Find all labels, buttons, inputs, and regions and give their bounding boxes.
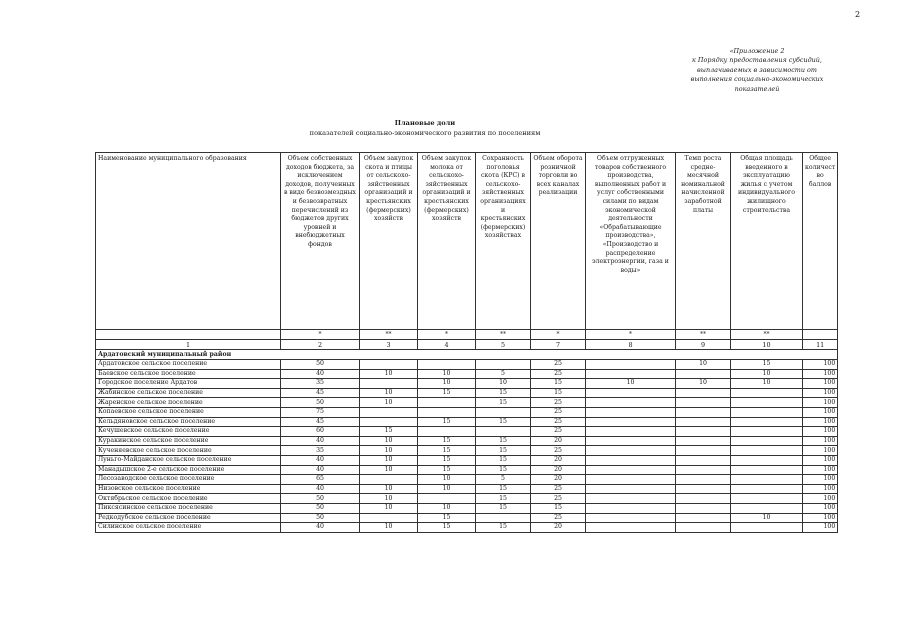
table-cell: 10 bbox=[731, 513, 803, 523]
table-cell: 10 bbox=[360, 455, 418, 465]
table-cell: 10 bbox=[476, 379, 531, 389]
mark-cell: * bbox=[281, 330, 360, 340]
table-cell bbox=[731, 455, 803, 465]
table-cell: 25 bbox=[531, 360, 586, 370]
table-cell: 60 bbox=[281, 427, 360, 437]
table-cell: 15 bbox=[360, 427, 418, 437]
table-cell: 100 bbox=[803, 360, 838, 370]
mark-cell: ** bbox=[360, 330, 418, 340]
table-cell: 100 bbox=[803, 436, 838, 446]
table-cell: 15 bbox=[418, 513, 476, 523]
header-cell: Сохранность поголовья скота (КРС) в сельскохо-зяйственных организациях и крестьянских (фермерских) хозяйствах bbox=[476, 153, 531, 330]
table-cell: 40 bbox=[281, 455, 360, 465]
table-cell bbox=[586, 436, 676, 446]
table-cell: 15 bbox=[418, 523, 476, 533]
table-cell bbox=[586, 369, 676, 379]
table-cell: 100 bbox=[803, 465, 838, 475]
table-cell bbox=[586, 427, 676, 437]
table-cell bbox=[676, 455, 731, 465]
header-cell: Объем отгруженных товаров собственного производства, выполненных работ и услуг собственными силами по видам экономической деятельности «Обрабатывающие производства», «Производство и распределение электроэнергии, газа и воды» bbox=[586, 153, 676, 330]
settlement-name: Жабинское сельское поселение bbox=[96, 388, 281, 398]
table-cell: 10 bbox=[731, 379, 803, 389]
table-cell: 15 bbox=[531, 503, 586, 513]
table-cell bbox=[360, 379, 418, 389]
column-number: 11 bbox=[803, 340, 838, 350]
table-cell: 10 bbox=[360, 494, 418, 504]
table-cell bbox=[676, 465, 731, 475]
table-cell: 15 bbox=[476, 455, 531, 465]
header-cell: Объем закупок скота и птицы от сельскохо-зяйственных организаций и крестьянских (фермерских) хозяйств bbox=[360, 153, 418, 330]
table-cell: 25 bbox=[531, 427, 586, 437]
table-row bbox=[96, 494, 838, 504]
table-row bbox=[96, 465, 838, 475]
table-cell: 15 bbox=[476, 503, 531, 513]
table-cell: 25 bbox=[531, 369, 586, 379]
table-cell: 100 bbox=[803, 427, 838, 437]
table-cell: 15 bbox=[418, 446, 476, 456]
table-cell bbox=[586, 494, 676, 504]
column-number: 5 bbox=[476, 340, 531, 350]
table-cell: 5 bbox=[476, 369, 531, 379]
table-cell: 50 bbox=[281, 494, 360, 504]
table-cell: 10 bbox=[586, 379, 676, 389]
table-cell bbox=[586, 417, 676, 427]
settlement-name: Ардатовское сельское поселение bbox=[96, 360, 281, 370]
table-cell bbox=[676, 369, 731, 379]
table-cell bbox=[418, 494, 476, 504]
table-row bbox=[96, 369, 838, 379]
table-cell bbox=[731, 523, 803, 533]
table-row bbox=[96, 427, 838, 437]
table-cell: 10 bbox=[418, 503, 476, 513]
table-cell bbox=[586, 513, 676, 523]
table-row bbox=[96, 388, 838, 398]
table-cell bbox=[676, 436, 731, 446]
table-cell: 100 bbox=[803, 417, 838, 427]
appendix-line: выплачиваемых в зависимости от bbox=[697, 65, 817, 74]
table-cell: 10 bbox=[360, 484, 418, 494]
settlement-name: Редкодубское сельское поселение bbox=[96, 513, 281, 523]
mark-cell bbox=[96, 330, 281, 340]
table-cell: 10 bbox=[418, 379, 476, 389]
settlement-name: Луньго-Майданское сельское поселение bbox=[96, 455, 281, 465]
column-number: 8 bbox=[586, 340, 676, 350]
table-cell bbox=[360, 513, 418, 523]
appendix-note bbox=[672, 47, 842, 94]
table-cell bbox=[731, 427, 803, 437]
table-cell: 20 bbox=[531, 523, 586, 533]
table-cell: 40 bbox=[281, 523, 360, 533]
table-cell: 25 bbox=[531, 446, 586, 456]
table-cell bbox=[476, 407, 531, 417]
table-cell bbox=[586, 484, 676, 494]
table-cell: 10 bbox=[360, 388, 418, 398]
header-cell: Общее количест во баллов bbox=[803, 153, 838, 330]
table-cell: 15 bbox=[531, 379, 586, 389]
page-number: 2 bbox=[855, 10, 861, 19]
table-cell bbox=[360, 475, 418, 485]
settlement-name: Силинское сельское поселение bbox=[96, 523, 281, 533]
table-cell bbox=[676, 484, 731, 494]
title-line-1: Плановые доли bbox=[394, 119, 456, 127]
appendix-line: к Порядку предоставления субсидий, bbox=[692, 56, 822, 65]
header-cell: Общая площадь введенного в эксплуатацию жилья с учетом индивидуального жилищного строительства bbox=[731, 153, 803, 330]
table-cell: 10 bbox=[676, 360, 731, 370]
mark-cell: * bbox=[531, 330, 586, 340]
mark-cell: ** bbox=[731, 330, 803, 340]
table-cell: 25 bbox=[531, 494, 586, 504]
header-cell: Темп роста средне-месячной номинальной начисленной заработной платы bbox=[676, 153, 731, 330]
mark-cell bbox=[803, 330, 838, 340]
table-cell bbox=[731, 436, 803, 446]
table-cell bbox=[731, 484, 803, 494]
table-cell: 45 bbox=[281, 388, 360, 398]
table-cell: 10 bbox=[360, 369, 418, 379]
table-cell: 75 bbox=[281, 407, 360, 417]
table-cell: 10 bbox=[360, 503, 418, 513]
settlement-name: Манадышское 2-е сельское поселение bbox=[96, 465, 281, 475]
table-cell bbox=[418, 407, 476, 417]
table-cell: 45 bbox=[281, 417, 360, 427]
table-cell bbox=[676, 503, 731, 513]
settlement-name: Куракинское сельское поселение bbox=[96, 436, 281, 446]
table-cell bbox=[586, 503, 676, 513]
table-cell: 10 bbox=[360, 465, 418, 475]
header-row bbox=[96, 153, 838, 330]
table-cell bbox=[676, 513, 731, 523]
table-cell: 50 bbox=[281, 513, 360, 523]
column-number: 7 bbox=[531, 340, 586, 350]
settlement-name: Пиксясинское сельское поселение bbox=[96, 503, 281, 513]
table-cell bbox=[676, 398, 731, 408]
title-line-2: показателей социально-экономического развития по поселениям bbox=[309, 129, 541, 137]
table-cell: 15 bbox=[418, 436, 476, 446]
header-cell: Объем закупок молока от сельскохо-зяйственных организаций и крестьянских (фермерских) хозяйств bbox=[418, 153, 476, 330]
column-number: 10 bbox=[731, 340, 803, 350]
table-row bbox=[96, 360, 838, 370]
table-cell bbox=[360, 360, 418, 370]
settlement-name: Городское поселение Ардатов bbox=[96, 379, 281, 389]
table-cell: 10 bbox=[676, 379, 731, 389]
table-cell: 10 bbox=[360, 446, 418, 456]
column-number: 4 bbox=[418, 340, 476, 350]
table-cell bbox=[731, 494, 803, 504]
table-cell: 10 bbox=[360, 523, 418, 533]
table-row bbox=[96, 407, 838, 417]
table-cell: 100 bbox=[803, 455, 838, 465]
table-row bbox=[96, 398, 838, 408]
settlement-name: Октябрьское сельское поселение bbox=[96, 494, 281, 504]
table-cell: 20 bbox=[531, 475, 586, 485]
column-numbers-row bbox=[96, 340, 838, 350]
table-cell: 10 bbox=[360, 398, 418, 408]
marks-row bbox=[96, 330, 838, 340]
appendix-line: «Приложение 2 bbox=[729, 47, 785, 55]
table-cell: 25 bbox=[531, 407, 586, 417]
column-number: 2 bbox=[281, 340, 360, 350]
table-cell: 50 bbox=[281, 398, 360, 408]
table-cell bbox=[731, 446, 803, 456]
table-cell bbox=[476, 427, 531, 437]
indicators-table-wrap bbox=[95, 152, 838, 533]
mark-cell: * bbox=[418, 330, 476, 340]
column-number: 3 bbox=[360, 340, 418, 350]
region-name: Ардатовский муниципальный район bbox=[96, 350, 838, 360]
table-row bbox=[96, 455, 838, 465]
table-cell: 35 bbox=[281, 446, 360, 456]
table-cell: 25 bbox=[531, 484, 586, 494]
table-cell: 15 bbox=[476, 494, 531, 504]
appendix-line: выполнения социально-экономических bbox=[690, 75, 824, 84]
table-row bbox=[96, 475, 838, 485]
table-cell: 15 bbox=[418, 455, 476, 465]
table-row bbox=[96, 446, 838, 456]
settlement-name: Копаевское сельское поселение bbox=[96, 407, 281, 417]
settlement-name: Низовское сельское поселение bbox=[96, 484, 281, 494]
table-cell: 10 bbox=[418, 369, 476, 379]
table-cell bbox=[676, 407, 731, 417]
table-cell: 10 bbox=[731, 369, 803, 379]
table-cell: 25 bbox=[531, 398, 586, 408]
table-cell bbox=[676, 446, 731, 456]
table-cell bbox=[360, 417, 418, 427]
table-cell: 50 bbox=[281, 360, 360, 370]
table-cell: 100 bbox=[803, 388, 838, 398]
table-cell: 20 bbox=[531, 455, 586, 465]
table-cell: 100 bbox=[803, 407, 838, 417]
table-cell bbox=[476, 360, 531, 370]
table-cell: 35 bbox=[281, 379, 360, 389]
table-cell bbox=[360, 407, 418, 417]
table-cell: 25 bbox=[531, 417, 586, 427]
table-cell: 15 bbox=[531, 388, 586, 398]
table-cell: 15 bbox=[731, 360, 803, 370]
table-cell bbox=[676, 475, 731, 485]
table-cell bbox=[476, 513, 531, 523]
table-cell: 65 bbox=[281, 475, 360, 485]
column-number: 1 bbox=[96, 340, 281, 350]
table-row bbox=[96, 379, 838, 389]
table-cell bbox=[586, 523, 676, 533]
appendix-line: показателей bbox=[734, 84, 780, 93]
table-cell: 40 bbox=[281, 369, 360, 379]
table-cell bbox=[731, 407, 803, 417]
table-cell bbox=[586, 455, 676, 465]
table-cell: 15 bbox=[476, 398, 531, 408]
table-cell: 100 bbox=[803, 369, 838, 379]
table-row bbox=[96, 503, 838, 513]
settlement-name: Баевское сельское поселение bbox=[96, 369, 281, 379]
header-cell: Объем собственных доходов бюджета, за исключением доходов, полученных в виде безвозмездных и безвозвратных перечислений из бюджетов других уровней и внебюджетных фондов bbox=[281, 153, 360, 330]
table-cell bbox=[676, 388, 731, 398]
table-cell bbox=[586, 360, 676, 370]
table-row bbox=[96, 523, 838, 533]
header-cell: Объем оборота розничной торговли во всех каналах реализации bbox=[531, 153, 586, 330]
table-cell bbox=[418, 360, 476, 370]
table-cell: 5 bbox=[476, 475, 531, 485]
table-cell: 40 bbox=[281, 484, 360, 494]
mark-cell: ** bbox=[476, 330, 531, 340]
document-title bbox=[280, 118, 570, 138]
table-cell: 100 bbox=[803, 398, 838, 408]
table-cell bbox=[731, 465, 803, 475]
table-row bbox=[96, 436, 838, 446]
table-cell bbox=[676, 494, 731, 504]
table-cell: 15 bbox=[476, 436, 531, 446]
table-cell: 15 bbox=[476, 523, 531, 533]
table-cell: 15 bbox=[476, 465, 531, 475]
table-cell: 100 bbox=[803, 475, 838, 485]
table-row bbox=[96, 484, 838, 494]
table-cell: 15 bbox=[418, 388, 476, 398]
column-number: 9 bbox=[676, 340, 731, 350]
settlement-name: Жаренское сельское поселение bbox=[96, 398, 281, 408]
table-cell: 100 bbox=[803, 523, 838, 533]
table-cell: 100 bbox=[803, 446, 838, 456]
table-cell: 50 bbox=[281, 503, 360, 513]
table-cell bbox=[586, 407, 676, 417]
settlement-name: Лесозаводское сельское поселение bbox=[96, 475, 281, 485]
table-cell bbox=[586, 446, 676, 456]
table-cell: 25 bbox=[531, 513, 586, 523]
table-cell bbox=[676, 427, 731, 437]
table-cell: 10 bbox=[418, 475, 476, 485]
table-cell: 15 bbox=[418, 417, 476, 427]
table-cell: 20 bbox=[531, 436, 586, 446]
mark-cell: ** bbox=[676, 330, 731, 340]
settlement-name: Кученяевское сельское поселение bbox=[96, 446, 281, 456]
table-cell: 15 bbox=[476, 484, 531, 494]
table-cell bbox=[676, 523, 731, 533]
table-cell bbox=[418, 398, 476, 408]
table-cell bbox=[418, 427, 476, 437]
table-cell bbox=[731, 475, 803, 485]
table-cell bbox=[586, 398, 676, 408]
table-cell: 100 bbox=[803, 513, 838, 523]
table-cell: 100 bbox=[803, 379, 838, 389]
table-cell: 15 bbox=[476, 446, 531, 456]
settlement-name: Кечушевское сельское поселение bbox=[96, 427, 281, 437]
table-cell bbox=[731, 417, 803, 427]
table-cell bbox=[731, 503, 803, 513]
table-cell: 100 bbox=[803, 503, 838, 513]
table-cell: 15 bbox=[476, 417, 531, 427]
table-cell: 40 bbox=[281, 465, 360, 475]
table-cell: 10 bbox=[360, 436, 418, 446]
mark-cell: * bbox=[586, 330, 676, 340]
header-cell: Наименование муниципального образования bbox=[96, 153, 281, 330]
table-cell: 15 bbox=[418, 465, 476, 475]
table-cell bbox=[731, 398, 803, 408]
table-row bbox=[96, 417, 838, 427]
table-cell: 100 bbox=[803, 494, 838, 504]
table-cell bbox=[731, 388, 803, 398]
table-cell: 10 bbox=[418, 484, 476, 494]
table-row bbox=[96, 513, 838, 523]
table-cell: 15 bbox=[476, 388, 531, 398]
settlement-name: Кельдяновское сельское поселение bbox=[96, 417, 281, 427]
table-cell: 20 bbox=[531, 465, 586, 475]
table-cell: 40 bbox=[281, 436, 360, 446]
table-cell bbox=[676, 417, 731, 427]
table-cell bbox=[586, 388, 676, 398]
indicators-table bbox=[95, 152, 838, 533]
table-cell bbox=[586, 465, 676, 475]
table-cell bbox=[586, 475, 676, 485]
table-cell: 100 bbox=[803, 484, 838, 494]
region-row bbox=[96, 350, 838, 360]
